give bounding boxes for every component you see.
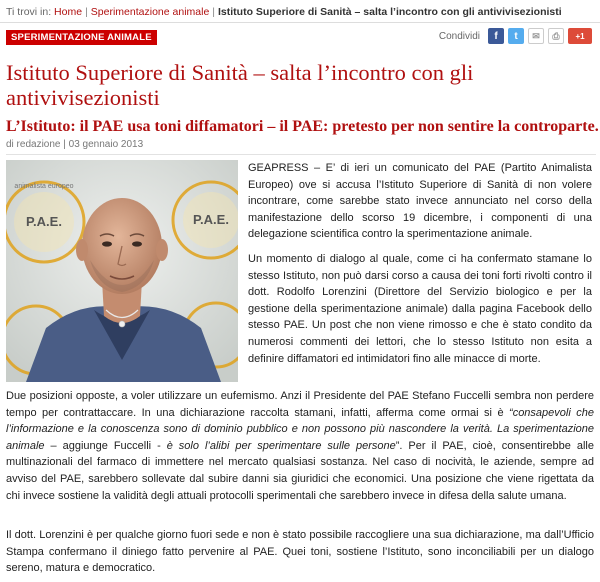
breadcrumb: Ti trovi in: Home | Sperimentazione animale | Istituto Superiore di Sanità – salta l’incontro con gli antivivisezionisti (6, 6, 562, 18)
google-plus-icon: +1 (575, 31, 585, 41)
article-photo (6, 160, 238, 382)
paragraph-3-quote-2: è solo l’alibi per sperimentare sulle persone (166, 439, 396, 452)
paragraph-3-text-b: – aggiunge Fuccelli - (44, 439, 167, 452)
paragraph-3-quote-1: “consapevoli che l’informazione e la conoscenza sono di dominio pubblico e non possono più nascondere la verità. La sperimentazione animale (6, 406, 594, 452)
backdrop-logo-caption: animalista europeo (14, 183, 74, 190)
printer-icon: ⎙ (552, 30, 560, 41)
email-share-button[interactable] (528, 28, 544, 44)
section-badge[interactable]: SPERIMENTAZIONE ANIMALE (6, 30, 157, 45)
breadcrumb-current: Istituto Superiore di Sanità – salta l’incontro con gli antivivisezionisti (218, 6, 562, 18)
article-paragraph-2: Un momento di dialogo al quale, come ci ha confermato stamane lo stesso Istituto, non può darsi corso a causa dei toni forti rivolti contro il dott. Rodolfo Lorenzini (Direttore del Servizio biologico e per la gestione della sperimentazione animale) dalla pagina Facebook dello stesso PAE. Un post che non viene rimosso e che è stato condito da numerosi commenti dei lettori, che lo stesso Istituto non esita a definire diffamatori ed intimidatori fino alle minacce di morte. (248, 253, 592, 365)
article-paragraph-3 (6, 388, 594, 504)
article-paragraph-4: Il dott. Lorenzini è per qualche giorno fuori sede e non è stato possibile raccogliere una sua dichiarazione, ma dall’Ufficio Stampa confermano il diniego fatto pervenire al PAE. Quei toni, sostiene l’Istituto, sono inconciliabili per un dialogo sereno, matura e democratico. (6, 529, 594, 575)
photo-illustration (6, 160, 238, 382)
article-title: Istituto Superiore di Sanità – salta l’incontro con gli antivivisezionisti (6, 60, 474, 110)
share-bar (439, 28, 592, 44)
twitter-share-button[interactable] (508, 28, 524, 44)
article-subtitle: L’Istituto: il PAE usa toni diffamatori – il PAE: pretesto per non sentire la controparte. (6, 118, 599, 135)
paragraph-3-text-a: Due posizioni opposte, a voler utilizzare un eufemismo. Anzi il Presidente del PAE Stefano Fuccelli sembra non perdere tempo per contrattaccare. In una dichiarazione raccolta stamani, infatti, afferma come ormai si è (6, 390, 594, 419)
facebook-share-button[interactable] (488, 28, 504, 44)
print-button[interactable] (548, 28, 564, 44)
google-plus-button[interactable] (568, 28, 592, 44)
article-paragraph-1: GEAPRESS – E’ di ieri un comunicato del PAE (Partito Animalista Europeo) ove si accusa l’Istituto Superiore di Sanità di non volere incontrare, come sarebbe stato invece annunciato nel corso della manifestazione dello scorso 19 dicembre, i componenti di una delegazione scientifica contro la sperimentazione animale. (248, 162, 592, 241)
breadcrumb-section-link[interactable]: Sperimentazione animale (90, 6, 210, 18)
share-label: Condividi (438, 30, 480, 42)
article-byline: di redazione | 03 gennaio 2013 (6, 139, 144, 150)
top-divider (0, 22, 600, 23)
envelope-icon: ✉ (532, 30, 540, 41)
backdrop-logo-text: P.A.E. (26, 214, 62, 229)
backdrop-logo-text-right: P.A.E. (193, 212, 229, 227)
breadcrumb-prefix: Ti trovi in: (6, 6, 52, 18)
paragraph-3-text-c: ”. Per il PAE, cioè, consentirebbe alle multinazionali del farmaco di immettere nel mercato qualsiasi sostanza. Nel caso di nocività, le aziende, sempre ad avviso del PAE, sarebbero sollevate dal subire danni sia giuridici che economici. Una posizione che viene rigettata da chi invece sostiene la validità degli attuali protocolli sperimentali che sarebbero invece in difesa della salute umana. (6, 439, 594, 502)
facebook-icon: f (494, 30, 498, 42)
breadcrumb-home-link[interactable]: Home (54, 6, 83, 18)
byline-divider (6, 154, 596, 155)
twitter-icon: t (514, 30, 518, 42)
